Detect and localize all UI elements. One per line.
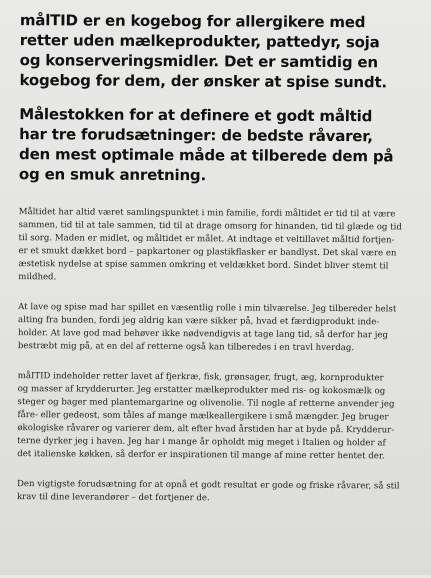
body-line: sammen, tid til at tale sammen, tid til at drage omsorg for hinanden, tid til glæde og tid — [18, 220, 402, 233]
body-line: til sorg. Maden er midlet, og måltidet er målet. At indtage et veltillavet måltid fortjen- — [18, 233, 395, 246]
body-line: alting fra bunden, fordi jeg aldrig kan være sikker på, hvad et færdigprodukt inde- — [18, 315, 380, 328]
body-paragraph-3 — [17, 370, 411, 463]
intro-line: og konserveringsmidler. Det er samtidig en — [19, 51, 378, 72]
body-paragraph-1 — [18, 206, 411, 286]
body-line: og masser af krydderurter. Jeg erstatter mælkeprodukter med ris- og kokosmælk og — [17, 384, 386, 397]
body-paragraph-2 — [18, 301, 411, 355]
body-line: krav til dine leverandører – det fortjener de. — [16, 492, 210, 504]
intro-paragraph-1 — [19, 10, 412, 92]
intro-line: har tre forudsætninger: de bedste råvarer, — [19, 125, 373, 146]
body-line: det italienske køkken, så derfor er inspirationen til mange af mine retter hentet der. — [17, 449, 385, 462]
body-line: mildhed. — [18, 272, 57, 283]
body-paragraph-4 — [17, 478, 410, 506]
body-line: terne dyrker jeg i haven. Jeg har i mange år opholdt mig meget i Italien og holder af — [17, 436, 386, 449]
body-line: bestræbt mig på, at en del af retterne også kan tilberedes i en travl hverdag. — [17, 341, 355, 354]
body-line: At lave og spise mad har spillet en væsentlig rolle i min tilværelse. Jeg tilbereder helst — [18, 302, 397, 315]
body-line: æstetisk nydelse at spise sammen omkring et veldækket bord. Sindet bliver stemt til — [18, 259, 389, 272]
body-line: Måltidet har altid været samlingspunktet i min familie, fordi måltidet er tid til at være — [18, 207, 396, 220]
intro-line: kogebog for dem, der ønsker at spise sundt. — [19, 71, 388, 92]
body-line: måITID indeholder retter lavet af fjerkræ, fisk, grønsager, frugt, æg, kornprodukter — [17, 371, 384, 384]
intro-line: målTID er en kogebog for allergikere med — [19, 11, 366, 32]
intro-line: Målestokken for at definere et godt måltid — [19, 105, 373, 126]
body-line: steger og bager med plantemargarine og olivenolie. Til nogle af retterne anvender jeg — [17, 397, 395, 410]
intro-line: og en smuk anretning. — [18, 165, 207, 185]
body-line: økologiske råvarer og varierer dem, alt efter hvad årstiden har at byde på. Krydderur- — [17, 423, 395, 436]
body-line: fåre- eller gedeost, som tåles af mange mælkeallergikere i små mængder. Jeg bruger — [17, 410, 389, 423]
body-line: holder. At lave god mad behøver ikke nødvendigvis at tage lang tid, så derfor har jeg — [17, 328, 389, 341]
intro-paragraph-2 — [19, 104, 412, 186]
intro-line: den mest optimale måde at tilberede dem på — [19, 145, 394, 166]
body-line: er et smukt dækket bord – papkartoner og plastikflasker er bandlyst. Det skal være en — [18, 246, 397, 259]
intro-line: retter uden mælkeprodukter, pattedyr, soja — [19, 31, 380, 52]
body-line: Den vigtigste forudsætning for at opnå et godt resultat er gode og friske råvarer, så stil — [17, 479, 400, 492]
